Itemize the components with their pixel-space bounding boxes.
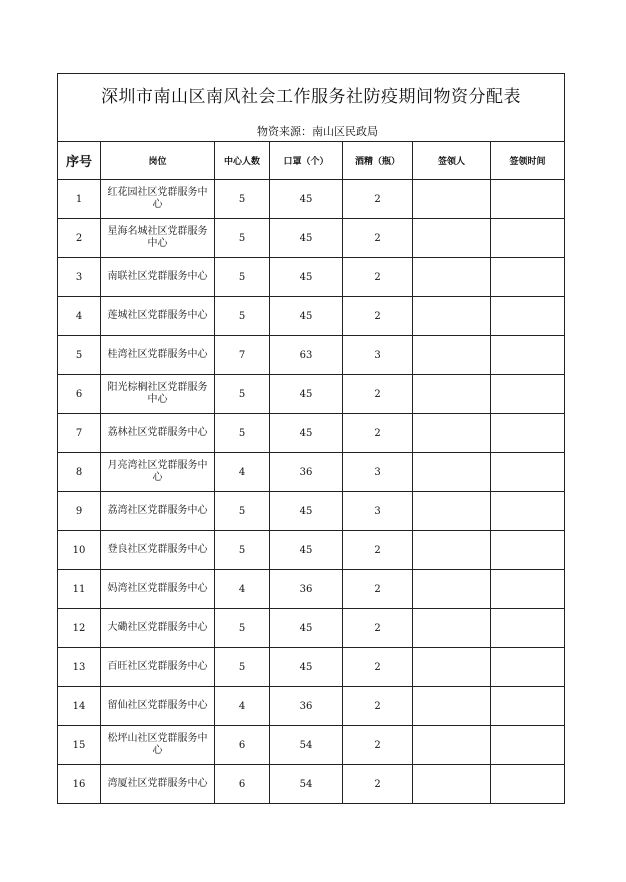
table-row xyxy=(58,414,565,453)
cell-alcohol: 2 xyxy=(343,570,413,609)
cell-signer xyxy=(413,765,491,804)
cell-people: 5 xyxy=(215,219,270,258)
cell-no: 7 xyxy=(58,414,101,453)
cell-sign-time xyxy=(491,297,565,336)
cell-masks: 36 xyxy=(270,687,343,726)
cell-signer xyxy=(413,687,491,726)
cell-alcohol: 2 xyxy=(343,414,413,453)
cell-sign-time xyxy=(491,336,565,375)
cell-no: 12 xyxy=(58,609,101,648)
cell-post: 湾厦社区党群服务中心 xyxy=(101,765,215,804)
cell-alcohol: 2 xyxy=(343,687,413,726)
cell-no: 11 xyxy=(58,570,101,609)
cell-masks: 36 xyxy=(270,453,343,492)
title-block xyxy=(58,74,565,142)
table-row xyxy=(58,570,565,609)
cell-sign-time xyxy=(491,453,565,492)
cell-alcohol: 2 xyxy=(343,609,413,648)
header-signer: 签领人 xyxy=(413,142,491,180)
cell-signer xyxy=(413,492,491,531)
cell-alcohol: 3 xyxy=(343,336,413,375)
table-row xyxy=(58,492,565,531)
cell-people: 6 xyxy=(215,765,270,804)
cell-signer xyxy=(413,336,491,375)
cell-masks: 45 xyxy=(270,609,343,648)
cell-sign-time xyxy=(491,492,565,531)
cell-sign-time xyxy=(491,609,565,648)
header-people: 中心人数 xyxy=(215,142,270,180)
cell-signer xyxy=(413,219,491,258)
cell-masks: 45 xyxy=(270,648,343,687)
cell-masks: 36 xyxy=(270,570,343,609)
cell-people: 5 xyxy=(215,297,270,336)
cell-sign-time xyxy=(491,414,565,453)
cell-no: 8 xyxy=(58,453,101,492)
table-row xyxy=(58,765,565,804)
cell-alcohol: 3 xyxy=(343,492,413,531)
cell-sign-time xyxy=(491,648,565,687)
cell-alcohol: 2 xyxy=(343,219,413,258)
cell-post: 阳光棕榈社区党群服务中心 xyxy=(101,375,215,414)
cell-masks: 54 xyxy=(270,765,343,804)
cell-people: 4 xyxy=(215,453,270,492)
cell-signer xyxy=(413,414,491,453)
table-row xyxy=(58,687,565,726)
cell-alcohol: 2 xyxy=(343,375,413,414)
cell-no: 16 xyxy=(58,765,101,804)
cell-no: 1 xyxy=(58,180,101,219)
cell-people: 4 xyxy=(215,570,270,609)
cell-masks: 45 xyxy=(270,375,343,414)
cell-signer xyxy=(413,258,491,297)
allocation-sheet xyxy=(57,73,564,804)
cell-people: 4 xyxy=(215,687,270,726)
table-row xyxy=(58,375,565,414)
cell-masks: 45 xyxy=(270,219,343,258)
cell-masks: 63 xyxy=(270,336,343,375)
cell-signer xyxy=(413,531,491,570)
header-sign-time: 签领时间 xyxy=(491,142,565,180)
cell-people: 6 xyxy=(215,726,270,765)
header-alcohol: 酒精（瓶） xyxy=(343,142,413,180)
cell-post: 荔林社区党群服务中心 xyxy=(101,414,215,453)
cell-post: 桂湾社区党群服务中心 xyxy=(101,336,215,375)
cell-post: 百旺社区党群服务中心 xyxy=(101,648,215,687)
cell-sign-time xyxy=(491,765,565,804)
cell-signer xyxy=(413,453,491,492)
cell-no: 13 xyxy=(58,648,101,687)
cell-sign-time xyxy=(491,570,565,609)
cell-post: 荔湾社区党群服务中心 xyxy=(101,492,215,531)
cell-no: 14 xyxy=(58,687,101,726)
material-source: 物资来源：南山区民政局 xyxy=(257,125,379,138)
cell-people: 5 xyxy=(215,414,270,453)
table-row xyxy=(58,297,565,336)
table-row xyxy=(58,726,565,765)
cell-post: 妈湾社区党群服务中心 xyxy=(101,570,215,609)
cell-sign-time xyxy=(491,375,565,414)
table-row xyxy=(58,258,565,297)
header-post: 岗位 xyxy=(101,142,215,180)
cell-no: 4 xyxy=(58,297,101,336)
cell-post: 松坪山社区党群服务中心 xyxy=(101,726,215,765)
table-body xyxy=(58,180,565,804)
cell-signer xyxy=(413,297,491,336)
cell-people: 5 xyxy=(215,531,270,570)
cell-signer xyxy=(413,648,491,687)
cell-people: 5 xyxy=(215,609,270,648)
cell-alcohol: 2 xyxy=(343,531,413,570)
table-row xyxy=(58,453,565,492)
cell-sign-time xyxy=(491,531,565,570)
cell-masks: 45 xyxy=(270,414,343,453)
cell-signer xyxy=(413,375,491,414)
cell-sign-time xyxy=(491,258,565,297)
allocation-table xyxy=(57,73,565,804)
cell-alcohol: 3 xyxy=(343,453,413,492)
table-row xyxy=(58,336,565,375)
cell-no: 2 xyxy=(58,219,101,258)
cell-no: 15 xyxy=(58,726,101,765)
table-row xyxy=(58,180,565,219)
cell-post: 月亮湾社区党群服务中心 xyxy=(101,453,215,492)
cell-masks: 45 xyxy=(270,258,343,297)
cell-alcohol: 2 xyxy=(343,180,413,219)
cell-masks: 54 xyxy=(270,726,343,765)
cell-people: 5 xyxy=(215,648,270,687)
cell-sign-time xyxy=(491,180,565,219)
cell-no: 6 xyxy=(58,375,101,414)
table-row xyxy=(58,609,565,648)
cell-post: 大磡社区党群服务中心 xyxy=(101,609,215,648)
cell-masks: 45 xyxy=(270,492,343,531)
cell-post: 红花园社区党群服务中心 xyxy=(101,180,215,219)
cell-no: 10 xyxy=(58,531,101,570)
cell-masks: 45 xyxy=(270,180,343,219)
cell-masks: 45 xyxy=(270,297,343,336)
header-masks: 口罩（个） xyxy=(270,142,343,180)
cell-masks: 45 xyxy=(270,531,343,570)
cell-alcohol: 2 xyxy=(343,258,413,297)
cell-post: 留仙社区党群服务中心 xyxy=(101,687,215,726)
cell-no: 9 xyxy=(58,492,101,531)
cell-signer xyxy=(413,726,491,765)
cell-sign-time xyxy=(491,726,565,765)
cell-people: 5 xyxy=(215,258,270,297)
cell-sign-time xyxy=(491,219,565,258)
cell-post: 莲城社区党群服务中心 xyxy=(101,297,215,336)
cell-signer xyxy=(413,609,491,648)
cell-signer xyxy=(413,570,491,609)
cell-alcohol: 2 xyxy=(343,297,413,336)
cell-alcohol: 2 xyxy=(343,648,413,687)
table-row xyxy=(58,219,565,258)
cell-post: 星海名城社区党群服务中心 xyxy=(101,219,215,258)
cell-signer xyxy=(413,180,491,219)
cell-no: 5 xyxy=(58,336,101,375)
cell-no: 3 xyxy=(58,258,101,297)
header-row xyxy=(58,142,565,180)
cell-people: 5 xyxy=(215,180,270,219)
cell-alcohol: 2 xyxy=(343,765,413,804)
cell-people: 5 xyxy=(215,492,270,531)
cell-post: 南联社区党群服务中心 xyxy=(101,258,215,297)
cell-post: 登良社区党群服务中心 xyxy=(101,531,215,570)
cell-sign-time xyxy=(491,687,565,726)
table-row xyxy=(58,531,565,570)
header-no: 序号 xyxy=(58,142,101,180)
cell-alcohol: 2 xyxy=(343,726,413,765)
cell-people: 5 xyxy=(215,375,270,414)
table-row xyxy=(58,648,565,687)
cell-people: 7 xyxy=(215,336,270,375)
sheet-title: 深圳市南山区南风社会工作服务社防疫期间物资分配表 xyxy=(101,87,521,107)
